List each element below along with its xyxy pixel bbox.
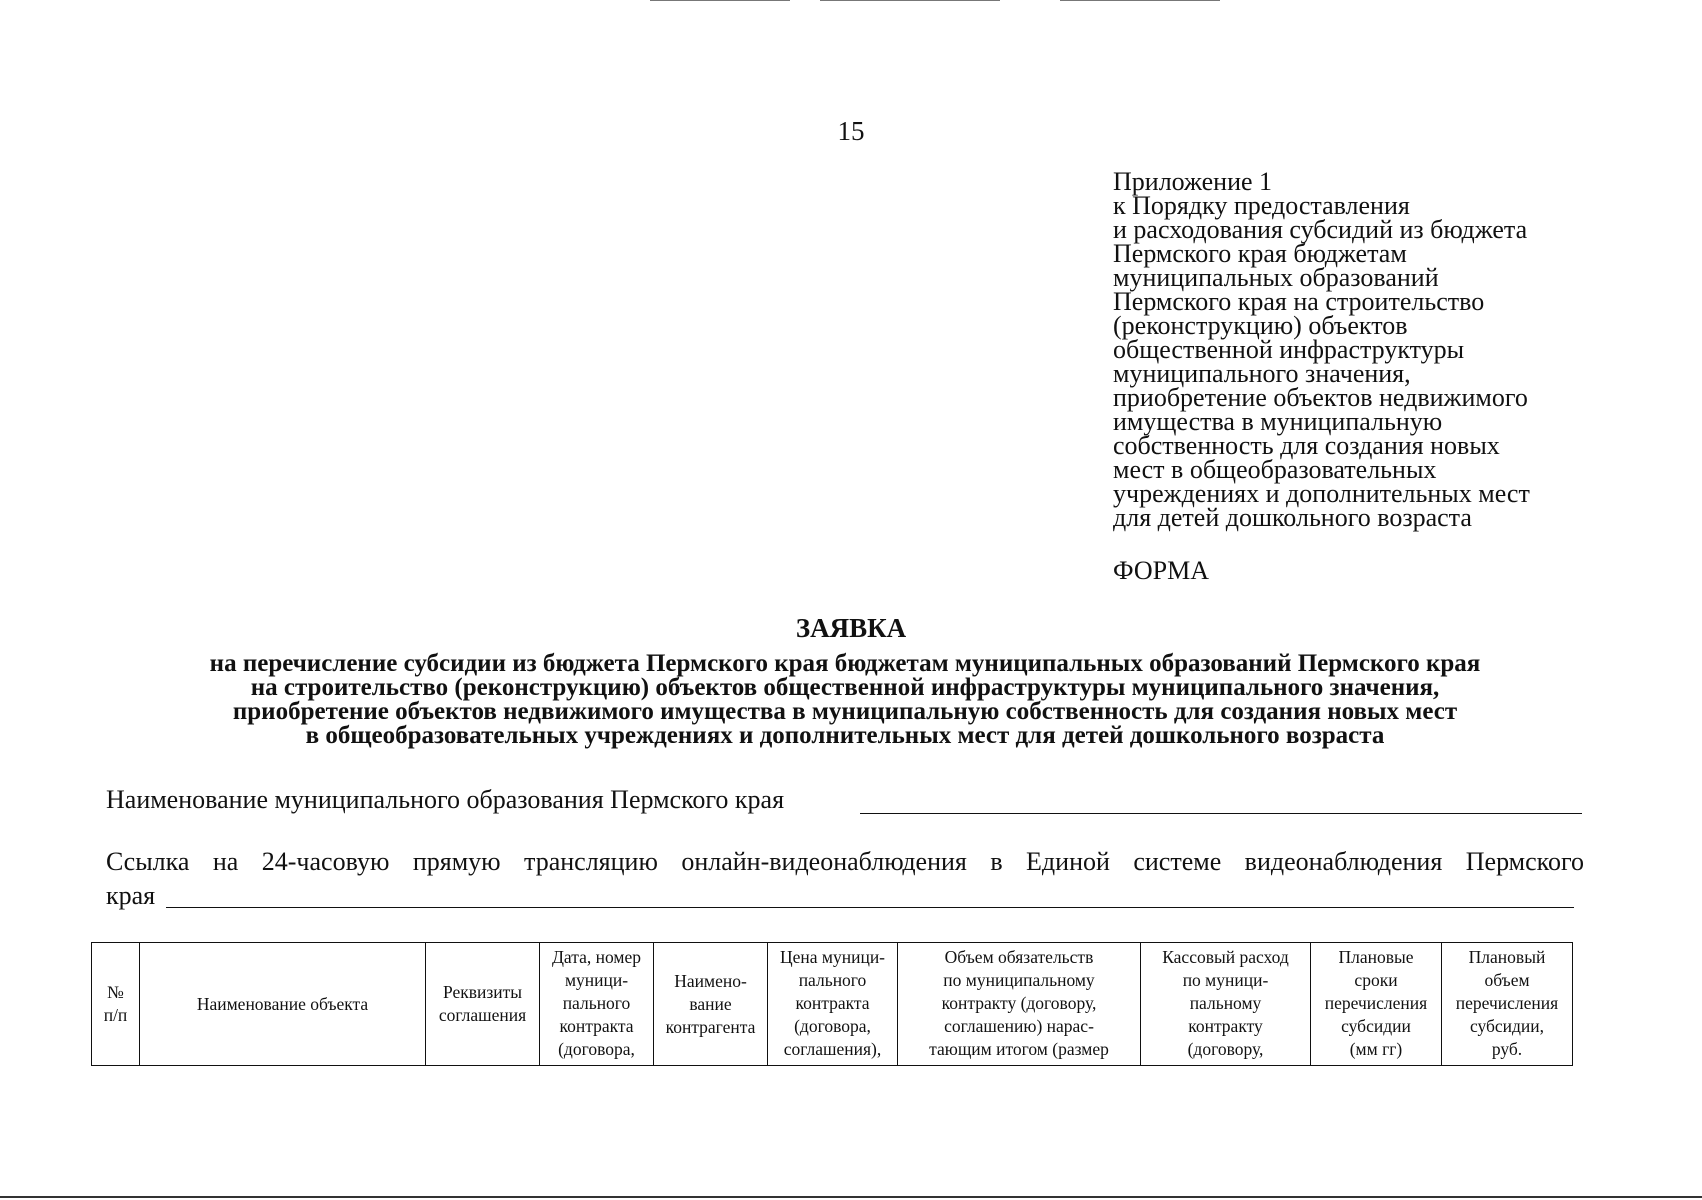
appendix-line: муниципальных образований	[1113, 263, 1439, 292]
header-text: (договору,	[1187, 1039, 1264, 1059]
header-text: п/п	[103, 1005, 128, 1025]
header-counterparty-name	[654, 943, 768, 1066]
header-text: пального	[562, 993, 631, 1013]
header-text: Плановый	[1468, 947, 1546, 967]
page-bottom-edge	[0, 1196, 1702, 1198]
appendix-line: к Порядку предоставления	[1113, 191, 1410, 220]
header-cash-expense	[1141, 943, 1311, 1066]
header-text: контракта	[795, 993, 870, 1013]
municipality-blank-line[interactable]	[860, 813, 1582, 814]
header-text: Кассовый расход	[1162, 947, 1289, 967]
appendix-line: Пермского края бюджетам	[1113, 239, 1407, 268]
appendix-line: собственность для создания новых	[1113, 431, 1500, 460]
header-object-name	[140, 943, 426, 1066]
header-text: Цена муници-	[779, 947, 886, 967]
header-text: перечисления	[1324, 993, 1428, 1013]
link-blank-line[interactable]	[166, 907, 1574, 908]
header-text: Объем обязательств	[944, 947, 1094, 967]
scan-mark	[820, 0, 1000, 1]
header-text: контракту	[1188, 1016, 1263, 1036]
appendix-line: и расходования субсидий из бюджета	[1113, 215, 1528, 244]
subtitle-line: на перечисление субсидии из бюджета Пермского края бюджетам муниципальных образований Пермского края	[209, 650, 1481, 677]
appendix-line: приобретение объектов недвижимого	[1113, 383, 1528, 412]
appendix-line: учреждениях и дополнительных мест	[1113, 479, 1530, 508]
scan-mark	[650, 0, 790, 1]
header-text: соглашению) нарас-	[944, 1016, 1094, 1036]
form-label: ФОРМА	[1113, 556, 1209, 585]
header-contract-date-number	[540, 943, 654, 1066]
header-text: (договора,	[794, 1016, 871, 1036]
subtitle-line: в общеобразовательных учреждениях и дополнительных мест для детей дошкольного возраста	[305, 722, 1385, 749]
table-header-row	[92, 943, 1573, 1066]
header-text: субсидии,	[1469, 1016, 1545, 1036]
header-text: пальному	[1189, 993, 1262, 1013]
header-planned-dates	[1311, 943, 1442, 1066]
header-text: №	[107, 982, 124, 1002]
appendix-line: общественной инфраструктуры	[1113, 335, 1465, 364]
document-subtitle	[60, 652, 1630, 748]
header-text: (мм гг)	[1349, 1039, 1403, 1059]
header-text: по муниципальному	[943, 970, 1095, 990]
header-text: Дата, номер	[551, 947, 641, 967]
appendix-block	[1113, 167, 1673, 532]
appendix-line: имущества в муниципальную	[1113, 407, 1443, 436]
header-text: субсидии	[1341, 1016, 1411, 1036]
header-number	[92, 943, 140, 1066]
header-text: соглашения),	[783, 1039, 882, 1059]
header-text: контракту (договору,	[941, 993, 1097, 1013]
appendix-line: (реконструкцию) объектов	[1113, 311, 1408, 340]
header-text: объем	[1484, 970, 1530, 990]
appendix-line: муниципального значения,	[1113, 359, 1411, 388]
municipality-label: Наименование муниципального образования Пермского края	[106, 785, 785, 814]
document-title: ЗАЯВКА	[795, 613, 907, 643]
header-text: вание	[689, 993, 732, 1014]
header-obligations-volume	[898, 943, 1141, 1066]
header-planned-volume	[1442, 943, 1573, 1066]
appendix-line: мест в общеобразовательных	[1113, 455, 1437, 484]
header-text: перечисления	[1455, 993, 1559, 1013]
header-contract-price	[768, 943, 898, 1066]
header-text: Реквизиты	[442, 982, 523, 1002]
header-text: руб.	[1491, 1039, 1523, 1059]
link-label-line-2: края	[106, 881, 156, 910]
scan-mark	[1060, 0, 1220, 1]
subtitle-line: приобретение объектов недвижимого имущества в муниципальную собственность для создания новых мест	[232, 698, 1458, 725]
header-text: Плановые	[1338, 947, 1414, 967]
header-agreement-details	[426, 943, 540, 1066]
header-text: сроки	[1354, 970, 1398, 990]
header-text: тающим итогом (размер	[929, 1039, 1109, 1059]
appendix-line: Приложение 1	[1113, 167, 1273, 196]
page-number: 15	[837, 116, 865, 146]
header-text: пального	[798, 970, 867, 990]
header-text: контракта	[559, 1016, 634, 1036]
header-text: по муници-	[1182, 970, 1269, 990]
header-text: муници-	[564, 970, 629, 990]
header-text: контрагента	[665, 1016, 756, 1037]
subtitle-line: на строительство (реконструкцию) объектов общественной инфраструктуры муниципального значения,	[250, 674, 1440, 701]
request-table	[91, 942, 1573, 1066]
header-text: Наимено-	[674, 970, 747, 991]
header-text: соглашения	[438, 1005, 527, 1025]
appendix-line: Пермского края на строительство	[1113, 287, 1485, 316]
header-text: Наименование объекта	[196, 993, 369, 1014]
link-label-line-1: Ссылка на 24-часовую прямую трансляцию онлайн-видеонаблюдения в Единой системе видеонаблюдения Пермского	[106, 847, 1584, 876]
header-text: (договора,	[558, 1039, 635, 1059]
appendix-line: для детей дошкольного возраста	[1113, 503, 1472, 532]
